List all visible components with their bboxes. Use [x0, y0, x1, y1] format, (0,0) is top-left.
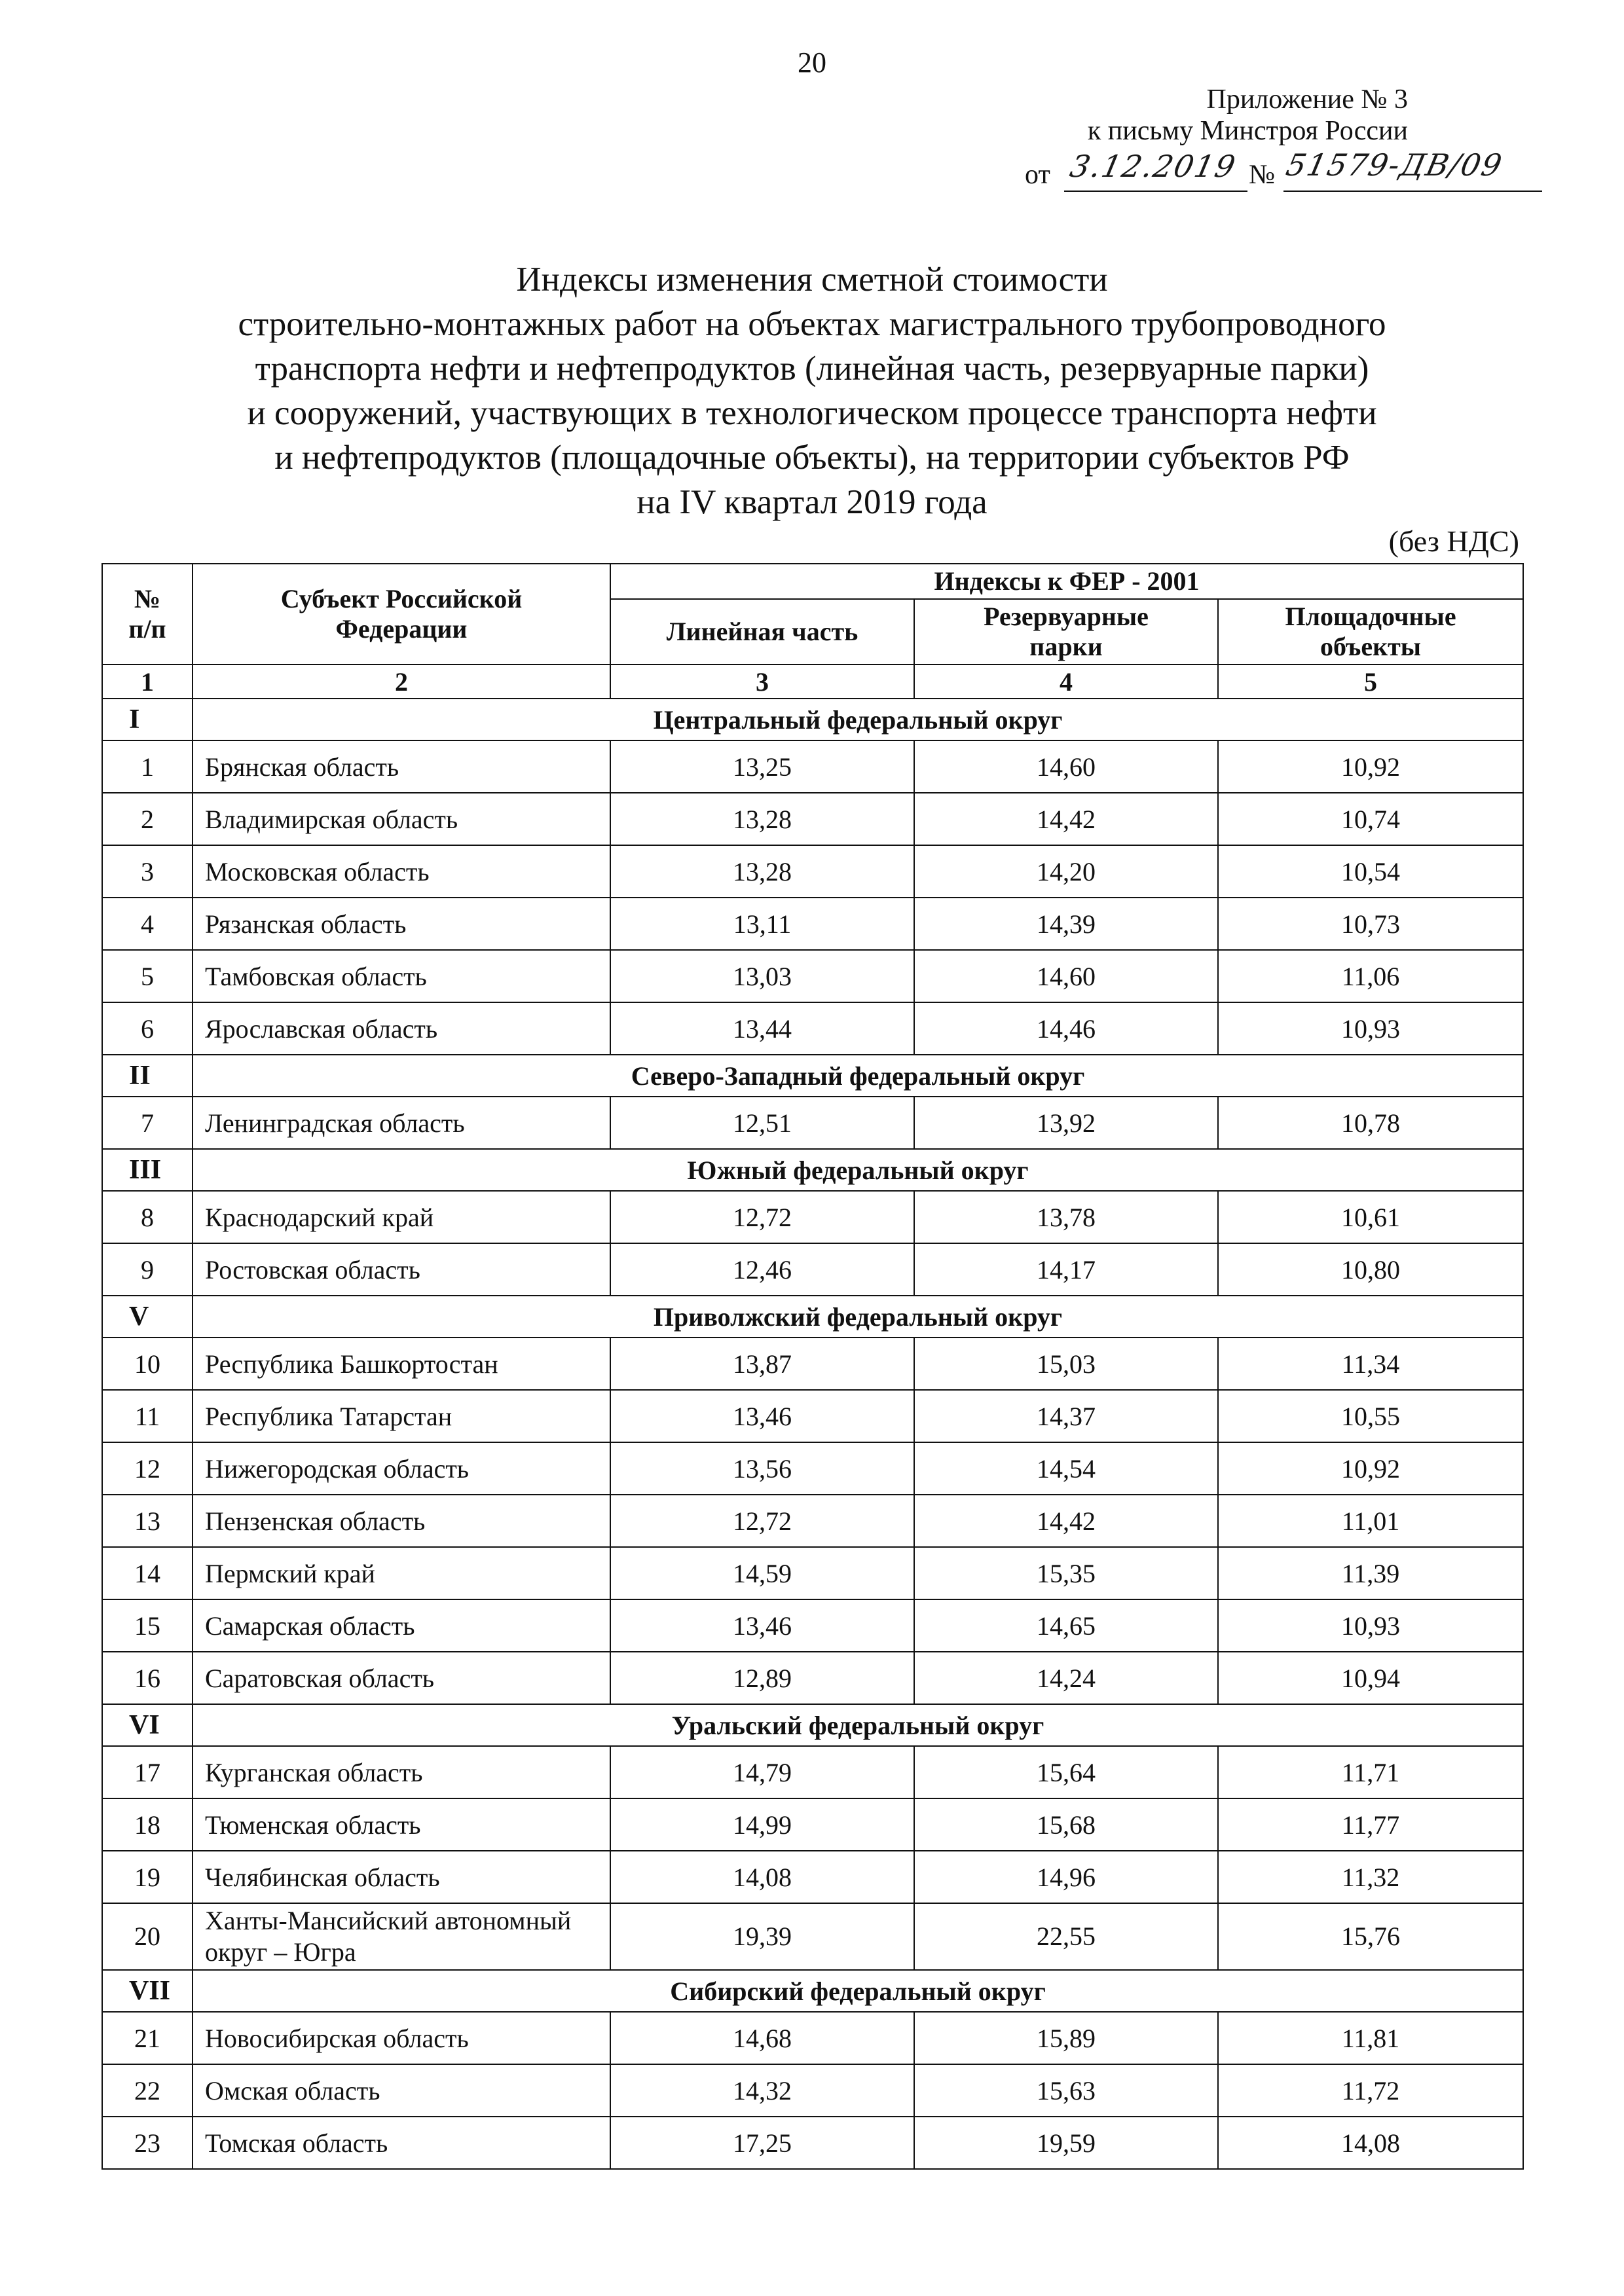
tank-index: 22,55 — [914, 1903, 1218, 1970]
site-index: 10,73 — [1218, 898, 1523, 950]
row-number: 3 — [102, 845, 193, 898]
district-name: Центральный федеральный округ — [193, 699, 1523, 740]
header-linear: Линейная часть — [610, 599, 914, 665]
linear-index: 13,25 — [610, 740, 914, 793]
linear-index: 13,11 — [610, 898, 914, 950]
table-row — [102, 2117, 1523, 2169]
district-roman-number: II — [102, 1055, 193, 1097]
tank-index: 14,37 — [914, 1390, 1218, 1442]
linear-index: 12,89 — [610, 1652, 914, 1704]
site-index: 10,94 — [1218, 1652, 1523, 1704]
table-row — [102, 845, 1523, 898]
table-row — [102, 1851, 1523, 1903]
district-row — [102, 1704, 1523, 1746]
row-number: 15 — [102, 1599, 193, 1652]
subject-name: Московская область — [193, 845, 610, 898]
site-index: 10,61 — [1218, 1191, 1523, 1243]
table-row — [102, 1338, 1523, 1390]
site-index: 11,06 — [1218, 950, 1523, 1002]
appendix-label: Приложение № 3 — [1206, 84, 1408, 115]
appendix-reference — [1088, 84, 1408, 147]
subject-name: Новосибирская область — [193, 2012, 610, 2064]
row-number: 12 — [102, 1442, 193, 1495]
row-number: 4 — [102, 898, 193, 950]
table-row — [102, 1191, 1523, 1243]
site-index: 10,74 — [1218, 793, 1523, 845]
subject-name: Рязанская область — [193, 898, 610, 950]
row-number: 14 — [102, 1547, 193, 1599]
row-number: 20 — [102, 1903, 193, 1970]
linear-index: 13,28 — [610, 845, 914, 898]
district-row — [102, 1055, 1523, 1097]
district-roman-number: I — [102, 699, 193, 740]
linear-index: 14,68 — [610, 2012, 914, 2064]
table-row — [102, 950, 1523, 1002]
header-subject: Субъект Российской Федерации — [193, 564, 610, 665]
subject-name: Томская область — [193, 2117, 610, 2169]
tank-index: 14,60 — [914, 740, 1218, 793]
tank-index: 15,68 — [914, 1798, 1218, 1851]
table-row — [102, 1097, 1523, 1149]
appendix-letter-ref: к письму Минстроя России — [1087, 116, 1408, 146]
linear-index: 13,28 — [610, 793, 914, 845]
row-number: 21 — [102, 2012, 193, 2064]
tank-index: 15,63 — [914, 2064, 1218, 2117]
linear-index: 13,87 — [610, 1338, 914, 1390]
district-row — [102, 699, 1523, 740]
district-name: Сибирский федеральный округ — [193, 1970, 1523, 2012]
table-row — [102, 793, 1523, 845]
title-line: Индексы изменения сметной стоимости — [516, 261, 1108, 299]
site-index: 10,92 — [1218, 1442, 1523, 1495]
linear-index: 13,03 — [610, 950, 914, 1002]
district-name: Приволжский федеральный округ — [193, 1296, 1523, 1338]
site-index: 10,55 — [1218, 1390, 1523, 1442]
from-label: от — [1025, 160, 1050, 190]
linear-index: 13,46 — [610, 1599, 914, 1652]
tank-index: 15,64 — [914, 1746, 1218, 1798]
table-row — [102, 1390, 1523, 1442]
district-row — [102, 1149, 1523, 1191]
table-row — [102, 1903, 1523, 1970]
district-roman-number: VI — [102, 1704, 193, 1746]
tank-index: 14,42 — [914, 793, 1218, 845]
table-body — [102, 699, 1523, 2169]
header-sites: Площадочные объекты — [1218, 599, 1523, 665]
subject-name: Челябинская область — [193, 1851, 610, 1903]
table-row — [102, 1652, 1523, 1704]
subject-name: Пензенская область — [193, 1495, 610, 1547]
linear-index: 14,99 — [610, 1798, 914, 1851]
table-row — [102, 1243, 1523, 1296]
tank-index: 14,42 — [914, 1495, 1218, 1547]
tank-index: 19,59 — [914, 2117, 1218, 2169]
site-index: 11,71 — [1218, 1746, 1523, 1798]
subject-name: Самарская область — [193, 1599, 610, 1652]
date-underline — [1064, 191, 1247, 192]
tank-index: 15,89 — [914, 2012, 1218, 2064]
title-line: строительно-монтажных работ на объектах магистрального трубопроводного — [238, 305, 1386, 343]
district-name: Уральский федеральный округ — [193, 1704, 1523, 1746]
site-index: 10,93 — [1218, 1599, 1523, 1652]
site-index: 11,01 — [1218, 1495, 1523, 1547]
tank-index: 14,46 — [914, 1002, 1218, 1055]
linear-index: 13,44 — [610, 1002, 914, 1055]
indices-table — [101, 563, 1524, 2170]
row-number: 2 — [102, 793, 193, 845]
title-line: и нефтепродуктов (площадочные объекты), на территории субъектов РФ — [274, 439, 1350, 477]
row-number: 8 — [102, 1191, 193, 1243]
tank-index: 15,03 — [914, 1338, 1218, 1390]
title-line: на IV квартал 2019 года — [637, 483, 987, 521]
linear-index: 19,39 — [610, 1903, 914, 1970]
row-number: 17 — [102, 1746, 193, 1798]
tank-index: 14,96 — [914, 1851, 1218, 1903]
site-index: 15,76 — [1218, 1903, 1523, 1970]
tank-index: 14,60 — [914, 950, 1218, 1002]
linear-index: 14,79 — [610, 1746, 914, 1798]
row-number: 10 — [102, 1338, 193, 1390]
row-number: 22 — [102, 2064, 193, 2117]
site-index: 11,77 — [1218, 1798, 1523, 1851]
linear-index: 12,72 — [610, 1495, 914, 1547]
subject-name: Саратовская область — [193, 1652, 610, 1704]
column-numbers-row — [102, 665, 1523, 699]
subject-name: Республика Башкортостан — [193, 1338, 610, 1390]
table-row — [102, 898, 1523, 950]
header-indices-group: Индексы к ФЕР - 2001 — [610, 564, 1523, 599]
table-row — [102, 1442, 1523, 1495]
linear-index: 13,56 — [610, 1442, 914, 1495]
document-title — [92, 257, 1532, 524]
subject-name: Ярославская область — [193, 1002, 610, 1055]
linear-index: 12,72 — [610, 1191, 914, 1243]
row-number: 16 — [102, 1652, 193, 1704]
tank-index: 14,24 — [914, 1652, 1218, 1704]
site-index: 11,81 — [1218, 2012, 1523, 2064]
district-roman-number: V — [102, 1296, 193, 1338]
subject-name: Владимирская область — [193, 793, 610, 845]
subject-name: Брянская область — [193, 740, 610, 793]
subject-name: Курганская область — [193, 1746, 610, 1798]
tank-index: 13,78 — [914, 1191, 1218, 1243]
linear-index: 14,59 — [610, 1547, 914, 1599]
subject-name: Ростовская область — [193, 1243, 610, 1296]
handwritten-number: 51579-ДВ/09 — [1283, 147, 1506, 183]
title-line: и сооружений, участвующих в технологическом процессе транспорта нефти — [247, 394, 1377, 432]
table-row — [102, 1547, 1523, 1599]
row-number: 11 — [102, 1390, 193, 1442]
district-row — [102, 1970, 1523, 2012]
site-index: 11,34 — [1218, 1338, 1523, 1390]
site-index: 10,92 — [1218, 740, 1523, 793]
subject-name: Нижегородская область — [193, 1442, 610, 1495]
table-row — [102, 1495, 1523, 1547]
header-tanks: Резервуарные парки — [914, 599, 1218, 665]
row-number: 13 — [102, 1495, 193, 1547]
column-number: 1 — [102, 665, 193, 699]
subject-name: Республика Татарстан — [193, 1390, 610, 1442]
table-row — [102, 1002, 1523, 1055]
table-row — [102, 2012, 1523, 2064]
row-number: 7 — [102, 1097, 193, 1149]
tank-index: 13,92 — [914, 1097, 1218, 1149]
column-number: 5 — [1218, 665, 1523, 699]
site-index: 10,54 — [1218, 845, 1523, 898]
tank-index: 14,54 — [914, 1442, 1218, 1495]
subject-name: Ленинградская область — [193, 1097, 610, 1149]
linear-index: 14,08 — [610, 1851, 914, 1903]
row-number: 1 — [102, 740, 193, 793]
table-row — [102, 2064, 1523, 2117]
tank-index: 14,17 — [914, 1243, 1218, 1296]
subject-name: Тамбовская область — [193, 950, 610, 1002]
site-index: 11,32 — [1218, 1851, 1523, 1903]
site-index: 11,39 — [1218, 1547, 1523, 1599]
column-number: 4 — [914, 665, 1218, 699]
tank-index: 14,65 — [914, 1599, 1218, 1652]
linear-index: 13,46 — [610, 1390, 914, 1442]
page-number: 20 — [798, 46, 826, 79]
row-number: 19 — [102, 1851, 193, 1903]
site-index: 11,72 — [1218, 2064, 1523, 2117]
tank-index: 14,39 — [914, 898, 1218, 950]
letter-date-number-line — [1025, 147, 1549, 193]
site-index: 10,80 — [1218, 1243, 1523, 1296]
row-number: 23 — [102, 2117, 193, 2169]
district-roman-number: VII — [102, 1970, 193, 2012]
subject-name: Омская область — [193, 2064, 610, 2117]
subject-name: Тюменская область — [193, 1798, 610, 1851]
table-row — [102, 1599, 1523, 1652]
table-row — [102, 740, 1523, 793]
tank-index: 14,20 — [914, 845, 1218, 898]
district-roman-number: III — [102, 1149, 193, 1191]
site-index: 14,08 — [1218, 2117, 1523, 2169]
subject-name: Пермский край — [193, 1547, 610, 1599]
row-number: 18 — [102, 1798, 193, 1851]
linear-index: 12,46 — [610, 1243, 914, 1296]
linear-index: 17,25 — [610, 2117, 914, 2169]
row-number: 6 — [102, 1002, 193, 1055]
subject-name: Краснодарский край — [193, 1191, 610, 1243]
linear-index: 14,32 — [610, 2064, 914, 2117]
table-row — [102, 1798, 1523, 1851]
column-number: 2 — [193, 665, 610, 699]
row-number: 5 — [102, 950, 193, 1002]
district-row — [102, 1296, 1523, 1338]
district-name: Южный федеральный округ — [193, 1149, 1523, 1191]
subject-name: Ханты-Мансийский автономный округ – Югра — [193, 1903, 610, 1970]
number-underline — [1283, 191, 1542, 192]
column-number: 3 — [610, 665, 914, 699]
site-index: 10,78 — [1218, 1097, 1523, 1149]
table-row — [102, 1746, 1523, 1798]
linear-index: 12,51 — [610, 1097, 914, 1149]
tank-index: 15,35 — [914, 1547, 1218, 1599]
site-index: 10,93 — [1218, 1002, 1523, 1055]
number-label: № — [1249, 160, 1276, 190]
vat-note: (без НДС) — [1388, 524, 1519, 558]
handwritten-date: 3.12.2019 — [1067, 149, 1240, 184]
header-number: № п/п — [102, 564, 193, 665]
title-line: транспорта нефти и нефтепродуктов (линейная часть, резервуарные парки) — [255, 350, 1369, 388]
district-name: Северо-Западный федеральный округ — [193, 1055, 1523, 1097]
row-number: 9 — [102, 1243, 193, 1296]
